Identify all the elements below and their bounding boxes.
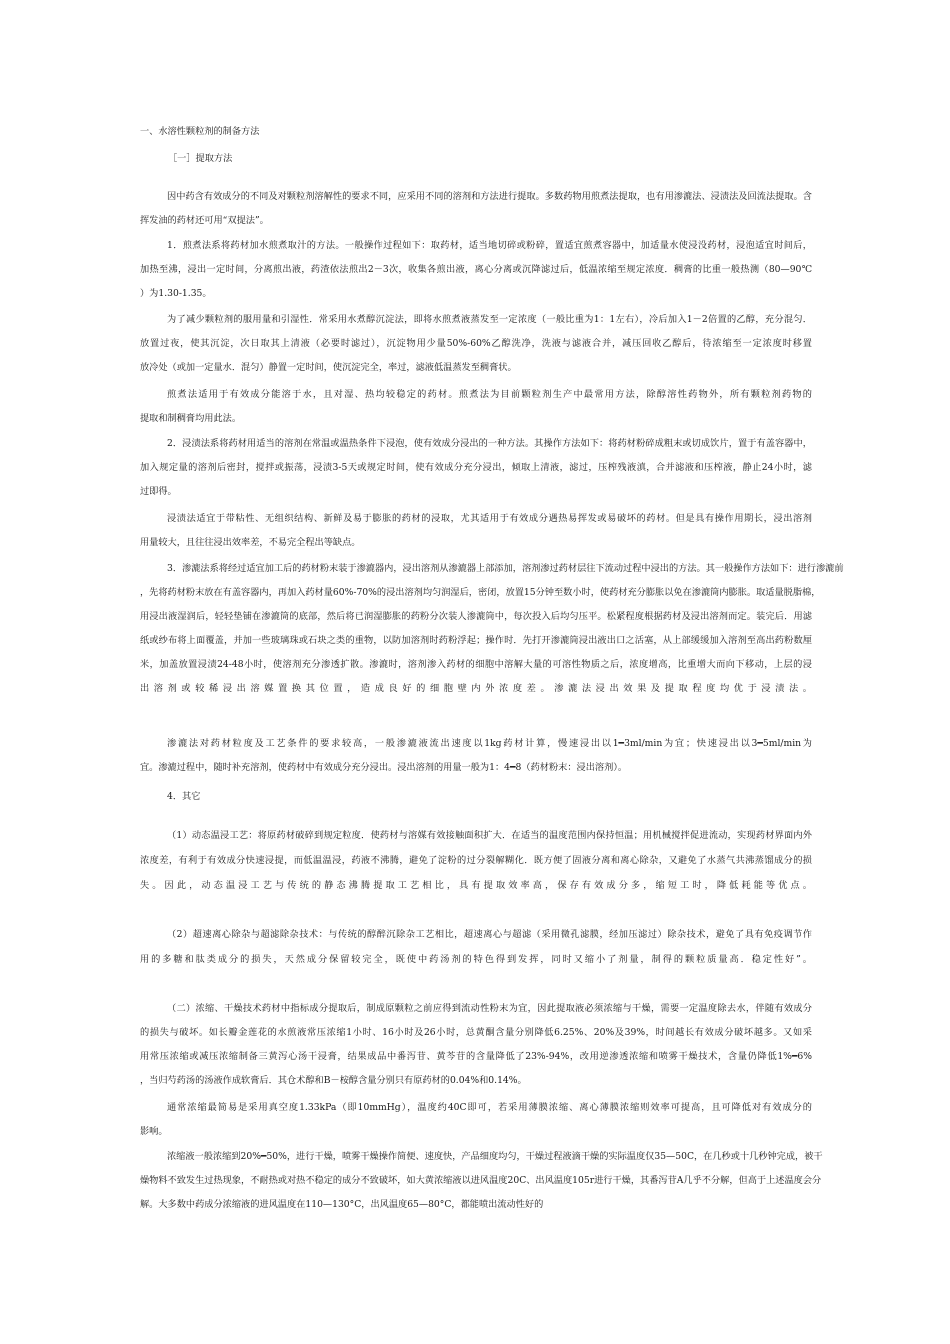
body-paragraph: 为了减少颗粒剂的服用量和引湿性．常采用水煮醇沉淀法，即将水煎煮液蒸发至一定浓度（一般比重为1：1左右），冷后加入1－2倍置的乙醇，充分混匀． 放置过夜，使其沉淀，次日取其上清液（必要时滤过），沉淀物用少量50%-60%乙醇洗净，洗液与滤液合并，减压回收乙醇后，待浓缩至一定浓度时移置 放冷处（或加一定量水．混匀）静置一定时间，使沉淀完全，率过，滤液低温蒸发至稠膏状。 — [140, 314, 812, 373]
body-paragraph: 通常浓缩最简易是采用真空度1.33kPa（即10mmHg），温度约40C即可，若采用薄膜浓缩、离心薄膜浓缩则效率可提高，且可降低对有效成分的 影响。 — [140, 1102, 812, 1137]
body-paragraph: 渗漉法对药材粒度及工艺条件的要求较高，一般渗漉液流出速度以1kg药材计算，慢速浸出以1━3ml/min为宜；快速浸出以3━5ml/min为 宜。渗漉过程中，随时补充溶剂，使药材中有效成分充分浸出。浸出溶剂的用量一般为1：4━8（药材粉末：浸出溶剂）。 — [140, 738, 812, 773]
body-paragraph: 因中药含有效成分的不同及对颗粒剂溶解性的要求不同，应采用不同的溶剂和方法进行提取。多数药物用煎煮法提取，也有用渗漉法、浸渍法及回流法提取。含 挥发油的药材还可用“双提法”。 — [140, 191, 812, 226]
subsection-heading: ［一］提取方法 — [168, 153, 233, 164]
body-paragraph: 2．浸渍法系将药材用适当的溶剂在常温或温热条件下浸泡，使有效成分浸出的一种方法。其操作方法如下：将药材粉碎成粗末或切成饮片，置于有盖容器中， 加入规定量的溶剂后密封，搅拌或振荡，浸渍3-5天或规定时间，使有效成分充分浸出，倾取上清液，滤过，压榨残液滇，合并滤液和压榨液，静止24小时，滤 过即得。 — [140, 438, 812, 497]
body-paragraph: 浓缩液一般浓缩到20%━50%，进行干燥，喷雾干燥操作简便、速度快，产品细度均匀，干燥过程液滴干燥的实际温度仅35—50C，在几秒或十几秒钟完成，被干 燥物料不致发生过热现象，不耐热或对热不稳定的成分不致破坏，如大黄浓缩液以进风温度20C、出风温度105r进行干燥，其番泻苷A几乎不分解，但高于上述温度会分 解。大多数中药成分浓缩液的进风温度在110—130°C，出风温度65—80°C，都能喷出流动性好的 — [140, 1151, 823, 1210]
body-paragraph: 煎煮法适用于有效成分能溶于水，且对湿、热均较稳定的药材。煎煮法为目前颗粒剂生产中最常用方法，除醇溶性药物外，所有颗粒剂药物的 提取和制稠膏均用此法。 — [140, 389, 812, 424]
body-paragraph: （1）动态温浸工艺：将原药材破碎到规定粒度．使药材与溶媒有效接触面积扩大．在适当的温度范围内保持恒温；用机械搅拌促进流动，实现药材界面内外 浓度差，有利于有效成分快速浸提，而低温温浸，药液不沸腾，避免了淀粉的过分裂解糊化．既方便了固液分离和离心除杂，又避免了水蒸气共沸蒸馏成分的损 失。因此，动态温浸工艺与传统的静态沸腾提取工艺相比，具有提取效率高，保存有效成分多，缩短工时，降低耗能等优点。 — [140, 830, 812, 891]
body-paragraph: （2）超速离心除杂与超滤除杂技术：与传统的醇醉沉除杂工艺相比，超速离心与超滤（采用微孔滤膜，经加压滤过）除杂技术，避免了具有免疫调节作 用的多糖和肽类成分的损失，天然成分保留较完全，既使中药汤剂的特色得到发挥，同时又缩小了剂量，制得的颗粒质量高．稳定性好”。 — [140, 929, 812, 965]
body-paragraph: （二）浓缩、干燥技术药材中指标成分提取后，制成原颗粒之前应得到流动性粉末为宜，因此提取液必须浓缩与干燥，需要一定温度除去水，伴随有效成分 的损失与破坏。如长瓣金莲花的水煎液常压浓缩1小时、16小时及26小时，总黄酮含量分别降低6.25%、20%及39%，时间越长有效成分破坏越多。又如采 用常压浓缩或减压浓缩制备三黄泻心汤干浸膏，结果成品中番泻苷、黄芩苷的含量降低了23%-94%，改用逆渗透浓缩和喷雾干燥技术，含量仍降低1%━6% ，当归芍药汤的汤液作成软膏后．其仓术醇和Β－桉醇含量分别只有原药材的0.04%和0.14%。 — [140, 1003, 812, 1086]
section-heading: 一、水溶性颗粒剂的制备方法 — [140, 126, 260, 137]
body-paragraph: 浸渍法适宜于带粘性、无组织结构、新鲜及易于膨胀的药材的浸取，尤其适用于有效成分遇热易挥发或易破坏的药材。但是具有操作用期长，浸出溶剂 用量较大，且往往浸出效率差，不易完全程出等缺点。 — [140, 513, 812, 548]
body-paragraph: 1．煎煮法系将药材加水煎煮取汁的方法。一般操作过程如下：取药材，适当地切碎或粉碎，置适宜煎煮容器中，加适量水使浸没药材，浸泡适宜时间后， 加热至沸，浸出一定时间，分离煎出液，药渣依法煎出2－3次，收集各煎出液，离心分离或沉降滤过后，低温浓缩至规定浓度．稠膏的比重一般热测（80—90℃ ）为1.30-1.35。 — [140, 240, 812, 299]
body-paragraph: 4．其它 — [167, 791, 201, 802]
body-paragraph: 3．渗漉法系将经过适宜加工后的药材粉末装于渗漉器内，浸出溶剂从渗漉器上部添加，溶剂渗过药材层往下流动过程中浸出的方法。其一般操作方法如下：进行渗漉前 ，先将药材粉末放在有盖容器内，再加入药材量60%-70%的浸出溶剂均匀润湿后，密闭，放置15分钟至数小时，使药材充分膨胀以免在渗漉筒内膨胀。取适量脱脂棉， 用浸出液湿润后，轻轻垫铺在渗漉筒的底部，然后将已润湿膨胀的药粉分次装人渗漉筒中，每次投入后均匀压平。松紧程度根据药材及浸出溶剂而定。装完后．用滤 纸或纱布将上面覆盖，并加一些玻璃珠或石块之类的重物，以防加溶剂时药粉浮起；操作时．先打开渗漉筒浸出液出口之活塞，从上部缓缓加入溶剂至高出药粉数厘 米，加盖放置浸渍24-48小时，使溶剂充分渗透扩散。渗漉时，溶剂渗入药材的细胞中溶解大量的可溶性物质之后，浓度增高，比重增大而向下移动，上层的浸 出溶剂或较稀浸出溶媒置换其位置，造成良好的细胞壁内外浓度差。渗漉法浸出效果及提取程度均优于浸渍法。 — [140, 563, 844, 694]
